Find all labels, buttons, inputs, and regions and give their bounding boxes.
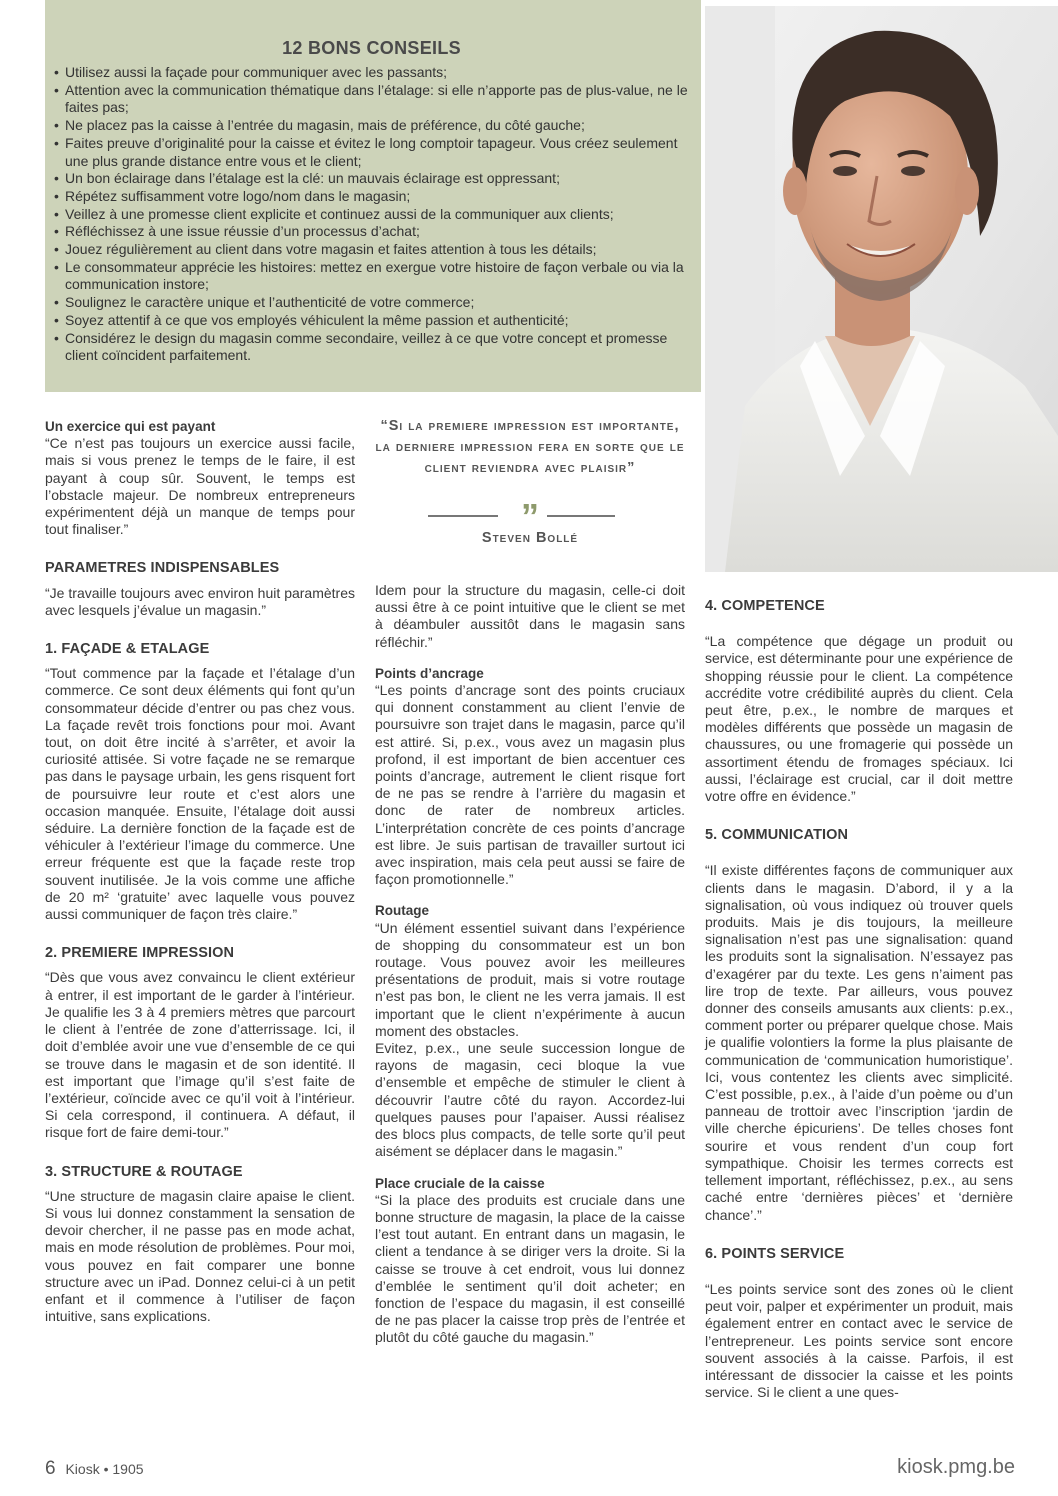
bullet-icon: •	[54, 258, 59, 275]
section-5-text: “Il existe différentes façons de communiquer aux clients dans le magasin. D’abord, il y a la signalisation, où vous indiquez où trouver quels produits. Mais je dis toujours, la meilleure signalisation n’est pas une signalisation: quand les produits sont la signalisation. N’essayez pas d’exagérer par du texte. Les gens n’aiment pas lire trop de texte. Par ailleurs, vous pouvez donner des conseils amusants aux clients: p.ex., comment porter ou préparer quelque chose. Mais je qualifie volontiers la forme la plus plaisante de communication de ‘communication humoristique’. Ici, vous contentez les clients avec simplicité. C’est possible, p.ex., à l’aide d’un poème ou d’un panneau de trottoir avec l’inscription ‘jardin de ville cherche épicuriens’. De telles choses font sourire et vous rendent d’un coup fort sympathique. Choisir les termes corrects est tellement important, réfléchissez, p.ex., au sens caché entre ‘dernières pièces’ et ‘dernière chance’.”	[705, 862, 1013, 1223]
tip-text: Considérez le design du magasin comme secondaire, veillez à ce que votre concept et promesse client coïncident parfaitement.	[65, 329, 668, 364]
footer-left	[45, 1458, 144, 1480]
section-6-heading: 6. POINTS SERVICE	[705, 1245, 845, 1262]
tip-text: Un bon éclairage dans l’étalage est la clé: un mauvais éclairage est oppressant;	[65, 170, 560, 187]
ancrage-heading: Points d’ancrage	[375, 665, 484, 681]
tip-text: Soyez attentif à ce que vos employés véhiculent la même passion et authenticité;	[65, 311, 569, 328]
tip-item	[52, 294, 691, 312]
section-3-text: “Une structure de magasin claire apaise le client. Si vous lui donnez constamment la sensation de devoir chercher, il ne passe pas en mode achat, mais en mode résolution de problèmes. Pour moi, vous pouvez en fait comparer une bonne structure avec un iPad. Donnez celui-ci à un petit enfant et il commence à l’utiliser de façon intuitive, sans explications.	[45, 1187, 355, 1325]
footer-site-link[interactable]: kiosk.pmg.be	[897, 1456, 1015, 1478]
exercice-text: “Ce n’est pas toujours un exercice aussi facile, mais si vous prenez le temps de le faire, il est payant à coup sûr. Souvent, le temps est l’obstacle majeur. De nombreux entrepreneurs expérimentent déjà un manque de temps pour tout finaliser.”	[45, 435, 355, 538]
tip-item	[52, 223, 691, 241]
routage-text-2: Evitez, p.ex., une seule succession longue de rayons de magasin, ceci bloque la vue d’ensemble et empêche de stimuler le client à découvrir l’autre côté du rayon. Accordez-lui quelques pauses pour l’apaiser. Aussi réalisez des blocs plus compacts, de telle sorte qu’il peut aisément se déplacer dans le magasin.”	[375, 1040, 685, 1160]
tip-text: Veillez à une promesse client explicite et continuez aussi de la communiquer aux clients;	[65, 205, 614, 222]
tip-item	[52, 82, 691, 117]
bullet-icon: •	[54, 187, 59, 204]
section-6-text: “Les points service sont des zones où le client peut voir, palper et expérimenter un produit, mais également entrer en contact avec le service de l’entrepreneur. Les points service sont encore souvent associés à la caisse. Parfois, il est intéressant de dissocier la caisse et les points service. Si le client a une ques-	[705, 1280, 1013, 1401]
section-5-heading: 5. COMMUNICATION	[705, 827, 849, 844]
tip-item	[52, 312, 691, 330]
bullet-icon: •	[54, 329, 59, 346]
exercice-heading: Un exercice qui est payant	[45, 419, 216, 434]
page-number: 6	[45, 1458, 56, 1479]
tips-box	[45, 0, 701, 392]
ancrage-text: “Les points d’ancrage sont des points cruciaux qui donnent constamment au client l’envie de poursuivre son trajet dans le magasin, parce qu’il est attiré. Si, p.ex., vous avez un magasin plus profond, il est important de bien accentuer ces points d’ancrage, autrement le client risque fort de ne pas se rendre à l’arrière du magasin et donc de rater de nombreux articles. L’interprétation concrète de ces points d’ancrage est libre. Je suis partisan de travailler surtout ici avec inspiration, mais cela peut aussi se faire de façon promotionnelle.”	[375, 682, 685, 888]
tip-item	[52, 241, 691, 259]
tip-text: Le consommateur apprécie les histoires: mettez en exergue votre histoire de façon verbale ou via la communication instore;	[65, 258, 684, 293]
tip-item	[52, 64, 691, 82]
tip-item	[52, 188, 691, 206]
tip-text: Utilisez aussi la façade pour communiquer avec les passants;	[65, 64, 448, 80]
section-4-text: “La compétence que dégage un produit ou service, est déterminante pour une expérience de shopping réussie pour le client. La compétence accrédite votre crédibilité auprès du client. Cela peut être, p.ex., le nombre de marques et modèles différents que possède un magasin de chaussures, ou une fromagerie qui possède un assortiment étendu de fromages spéciaux. Ici aussi, l’éclairage est crucial, car il doit mettre votre offre en évidence.”	[705, 633, 1013, 805]
portrait-photo	[705, 6, 1058, 572]
param-text: “Je travaille toujours avec environ huit paramètres avec lesquels j’évalue un magasin.”	[45, 584, 355, 618]
routage-heading: Routage	[375, 903, 429, 919]
caisse-text: “Si la place des produits est cruciale dans une bonne structure de magasin, la place de la caisse l’est tout autant. En entrant dans un magasin, le client a tendance à se diriger vers la droite. Si la caisse se trouve à cet endroit, vous lui donnez d’emblée le sentiment qu’il doit acheter; en fonction de l’espace du magasin, il est conseillé de ne pas placer la caisse trop près de l’entrée et plutôt du côté gauche du magasin.”	[375, 1191, 685, 1346]
tip-item	[52, 117, 691, 135]
tip-item	[52, 170, 691, 188]
bullet-icon: •	[54, 294, 59, 311]
column-1	[45, 418, 355, 1325]
bullet-icon: •	[54, 117, 59, 134]
issue-label: Kiosk • 1905	[65, 1461, 144, 1477]
structure-continued-text: Idem pour la structure du magasin, celle-ci doit aussi être à ce point intuitive que le client se met à déambuler aussitôt dans le magasin sans réfléchir.”	[375, 582, 685, 650]
tips-title: 12 BONS CONSEILS	[282, 38, 461, 58]
tip-text: Soulignez le caractère unique et l’authenticité de votre commerce;	[65, 294, 475, 311]
section-2-heading: 2. PREMIERE IMPRESSION	[45, 945, 235, 962]
section-2-text: “Dès que vous avez convaincu le client extérieur à entrer, il est important de le garder à l’intérieur. Je qualifie les 3 à 4 premiers mètres que parcourt le client à l’entrée de zone d’atterrissage. Ici, il doit d’emblée avoir une vue d’ensemble de ce qui se trouve dans le magasin et de son identité. Il est important que l’image qu’il s’est faite de l’extérieur, coïncide avec ce qu’il voit à l’intérieur. Si cela correspond, il continuera. A défaut, il risque fort de faire demi-tour.”	[45, 969, 355, 1141]
quote-rule-left	[428, 515, 498, 517]
tip-item	[52, 135, 691, 170]
bullet-icon: •	[54, 134, 59, 151]
tip-item	[52, 259, 691, 294]
tip-text: Ne placez pas la caisse à l’entrée du magasin, mais de préférence, du côté gauche;	[65, 117, 585, 134]
column-2	[375, 582, 685, 1347]
bullet-icon: •	[54, 241, 59, 258]
tip-item	[52, 330, 691, 365]
bullet-icon: •	[54, 205, 59, 222]
tip-item	[52, 206, 691, 224]
tip-text: Répétez suffisamment votre logo/nom dans le magasin;	[65, 187, 411, 204]
caisse-heading: Place cruciale de la caisse	[375, 1175, 545, 1191]
section-1-text: “Tout commence par la façade et l’étalage d’un commerce. Ce sont deux éléments qui font qu’un consommateur décide d’entrer ou pas chez vous. La façade revêt trois fonctions pour moi. Avant tout, on doit être incité à s’arrêter, et avoir la curiosité attisée. Si votre façade ne se remarque pas dans le paysage urbain, les gens risquent fort de poursuivre leur route et c’est alors une occasion manquée. Ensuite, l’étalage doit aussi séduire. La dernière fonction de la façade est de véhiculer à l’extérieur l’image du commerce. Une erreur fréquente est que la façade reste trop souvent inutilisée. Je la vois comme une affiche de 20 m² ‘gratuite’ avec laquelle vous pouvez aussi communiquer de façon très claire.”	[45, 665, 355, 923]
param-heading: PARAMETRES INDISPENSABLES	[45, 560, 280, 577]
quote-rule-right	[547, 515, 615, 517]
bullet-icon: •	[54, 223, 59, 240]
pull-quote: “Si la premiere impression est importante, la derniere impression fera en sorte que le client reviendra avec plaisir”	[375, 418, 685, 476]
tip-text: Jouez régulièrement au client dans votre magasin et faites attention à tous les détails;	[65, 241, 597, 258]
tips-list	[52, 64, 691, 365]
section-1-heading: 1. FAÇADE & ETALAGE	[45, 641, 210, 658]
column-3	[705, 598, 1013, 1401]
bullet-icon: •	[54, 64, 59, 80]
quote-author: Steven Bollé	[481, 530, 579, 546]
bullet-icon: •	[54, 170, 59, 187]
section-4-heading: 4. COMPETENCE	[705, 598, 825, 614]
tip-text: Faites preuve d’originalité pour la caisse et évitez le long comptoir tapageur. Vous créez seulement une plus grande distance entre vous et le client;	[65, 134, 678, 169]
bullet-icon: •	[54, 311, 59, 328]
quote-mark-icon: ”	[521, 496, 539, 537]
tip-text: Attention avec la communication thématique dans l’étalage: si elle n’apporte pas de plus-value, ne le faites pas;	[65, 81, 688, 116]
bullet-icon: •	[54, 81, 59, 98]
section-3-heading: 3. STRUCTURE & ROUTAGE	[45, 1163, 243, 1180]
tip-text: Réfléchissez à une issue réussie d’un processus d’achat;	[65, 223, 420, 240]
routage-text-1: “Un élément essentiel suivant dans l’expérience de shopping du consommateur est un bon routage. Vous pouvez avoir les meilleures présentations de produit, mais si votre routage n’est pas bon, le client ne les verra jamais. Il est important que le client n’expérimente à aucun moment des obstacles.	[375, 919, 685, 1039]
